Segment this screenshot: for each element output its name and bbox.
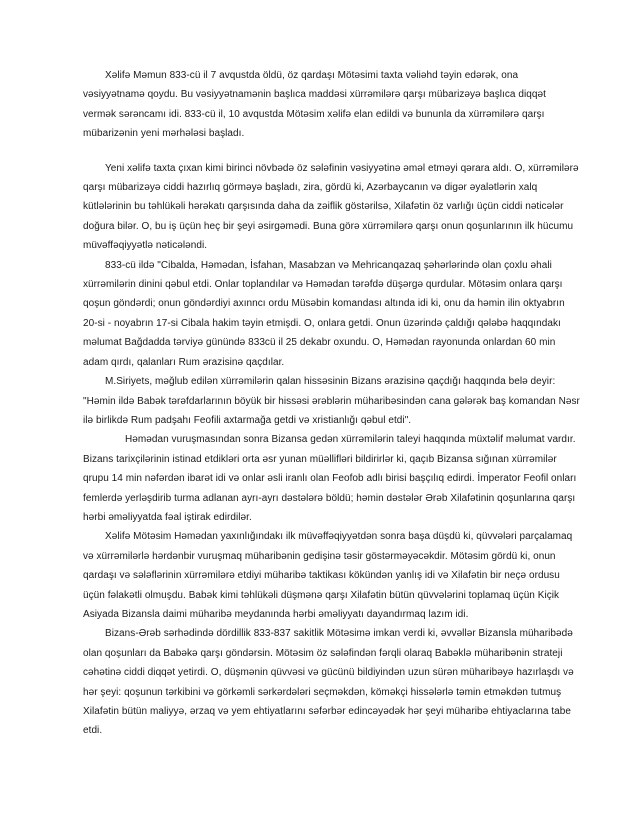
paragraph: Xəlifə Məmun 833-cü il 7 avqustda öldü, öz qardaşı Mötəsimi taxta vəliəhd təyin edərək, ona vəsiyyətnamə qoydu. Bu vəsiyyətnamənin başlıca maddəsi xürrəmilərə qarşı mübarizəyə başlıca diqqət vermək sərəncamı idi. 833-cü il, 10 avqustda Mötəsim xəlifə elan edildi və bununla da xürrəmilərə qarşı mübarizənin yeni mərhələsi başladı. [83, 70, 546, 140]
paragraph: M.Siriyets, məğlub edilən xürrəmilərin qalan hissəsinin Bizans ərazisinə qaçdığı haqqında belə deyir: "Həmin ildə Babək tərəfdarlarının böyük bir hissəsi ərəblərin müharibəsindən cana gələrək baş komandan Nəsr ilə birlikdə Rum padşahı Feofili axtarmağa getdi və xristianlığı qəbul etdi". [83, 376, 580, 426]
paragraph: Xəlifə Mötəsim Həmədan yaxınlığındakı ilk müvəffəqiyyətdən sonra başa düşdü ki, qüvvələri parçalamaq və xürrəmilərlə hərdənbir vuruşmaq müharibənin gedişinə təsir göstərməyəcəkdir. Mötəsim gördü ki, onun qardaşı və sələflərinin xürrəmilərə etdiyi müharibə taktikası kökündən yanlış idi və Xilafətin bir neçə ordusu üçün fəlakətli olmuşdu. Babək kimi təhlükəli düşmənə qarşı Xilafətin bütün qüvvələrini toplamaq üçün Kiçik Asiyada Bizansla daimi müharibə meydanında hərbi əməliyyatı dayandırmaq lazım idi. [83, 531, 573, 620]
paragraph: Bizans-Ərəb sərhədində dördillik 833-837 sakitlik Mötəsimə imkan verdi ki, əvvəllər Bizansla müharibədə olan qoşunları da Babəkə qarşı göndərsin. Mötəsim öz sələfindən fərqli olaraq Babəklə müharibənin strateji cəhətinə ciddi diqqət yetirdi. O, düşmənin qüvvəsi və gücünü bildiyindən uzun sürən müharibəyə hazırlaşdı və hər şeyi: qoşunun tərkibini və görkəmli sərkərdələri seçməkdən, köməkçi hissələrlə təmin etməkdən tutmuş Xilafətin bütün maliyyə, ərzaq və yem ehtiyatlarını səfərbər edincəyədək hər şeyi müharibə ehtiyaclarına tabe etdi. [83, 628, 574, 737]
paragraph: 833-cü ildə "Cibalda, Həmədan, İsfahan, Masabzan və Mehricanqazaq şəhərlərində olan çoxlu əhali xürrəmilərin dinini qəbul etdi. Onlar toplandılar və Həmədan tərəfdə düşərgə qurdular. Mötəsim onlara qarşı qoşun göndərdi; onun göndərdiyi axınncı ordu Müsəbin komandası altında idi ki, onu da həmin ilin oktyabrın 20-si - noyabrın 17-si Cibala hakim təyin etmişdi. O, onlara getdi. Onun üzərində çaldığı qələbə haqqındakı məlumat Bağdadda tərviyə günündə 833cü il 25 dekabr oxundu. O, Həmədan rayonunda onlardan 60 min adam qırdı, qalanları Rum ərazisinə qaçdılar. [83, 259, 565, 368]
document-page [83, 66, 580, 741]
paragraph: Yeni xəlifə taxta çıxan kimi birinci növbədə öz sələfinin vəsiyyətinə əməl etməyi qərara aldı. O, xürrəmilərə qarşı mübarizəyə ciddi hazırlıq görməyə başladı, zira, gördü ki, Azərbaycanın və digər əyalətlərin xalq kütlələrinin bu təhlükəli hərəkatı qarşısında daha da zəiflik göstərilsə, Xilafətin öz varlığı üçün ciddi nəticələr doğura bilər. O, bu iş üçün heç bir şeyi əsirgəmədi. Buna görə xürrəmilərə qarşı onun qoşunlarının ilk hücumu müvəffəqiyyətlə nəticələndi. [83, 162, 579, 252]
paragraph: Həmədan vuruşmasından sonra Bizansa gedən xürrəmilərin taleyi haqqında müxtəlif məlumat vardır. Bizans tarixçilərinin istinad etdikləri orta əsr yunan müəllifləri bildirirlər ki, qaçıb Bizansa sığınan xürrəmilər qrupu 14 min nəfərdən ibarət idi və onlar əsli iranlı olan Feofob adlı birisi başçılıq edirdi. İmperator Feofil onları femlerdə yerləşdirib turma adlanan ayrı-ayrı dəstələrə böldü; həmin dəstələr Ərəb Xilafətinin qoşunlarına qarşı hərbi əməliyyatda fəal iştirak edirdilər. [83, 434, 577, 523]
paragraph-gap [83, 144, 580, 159]
